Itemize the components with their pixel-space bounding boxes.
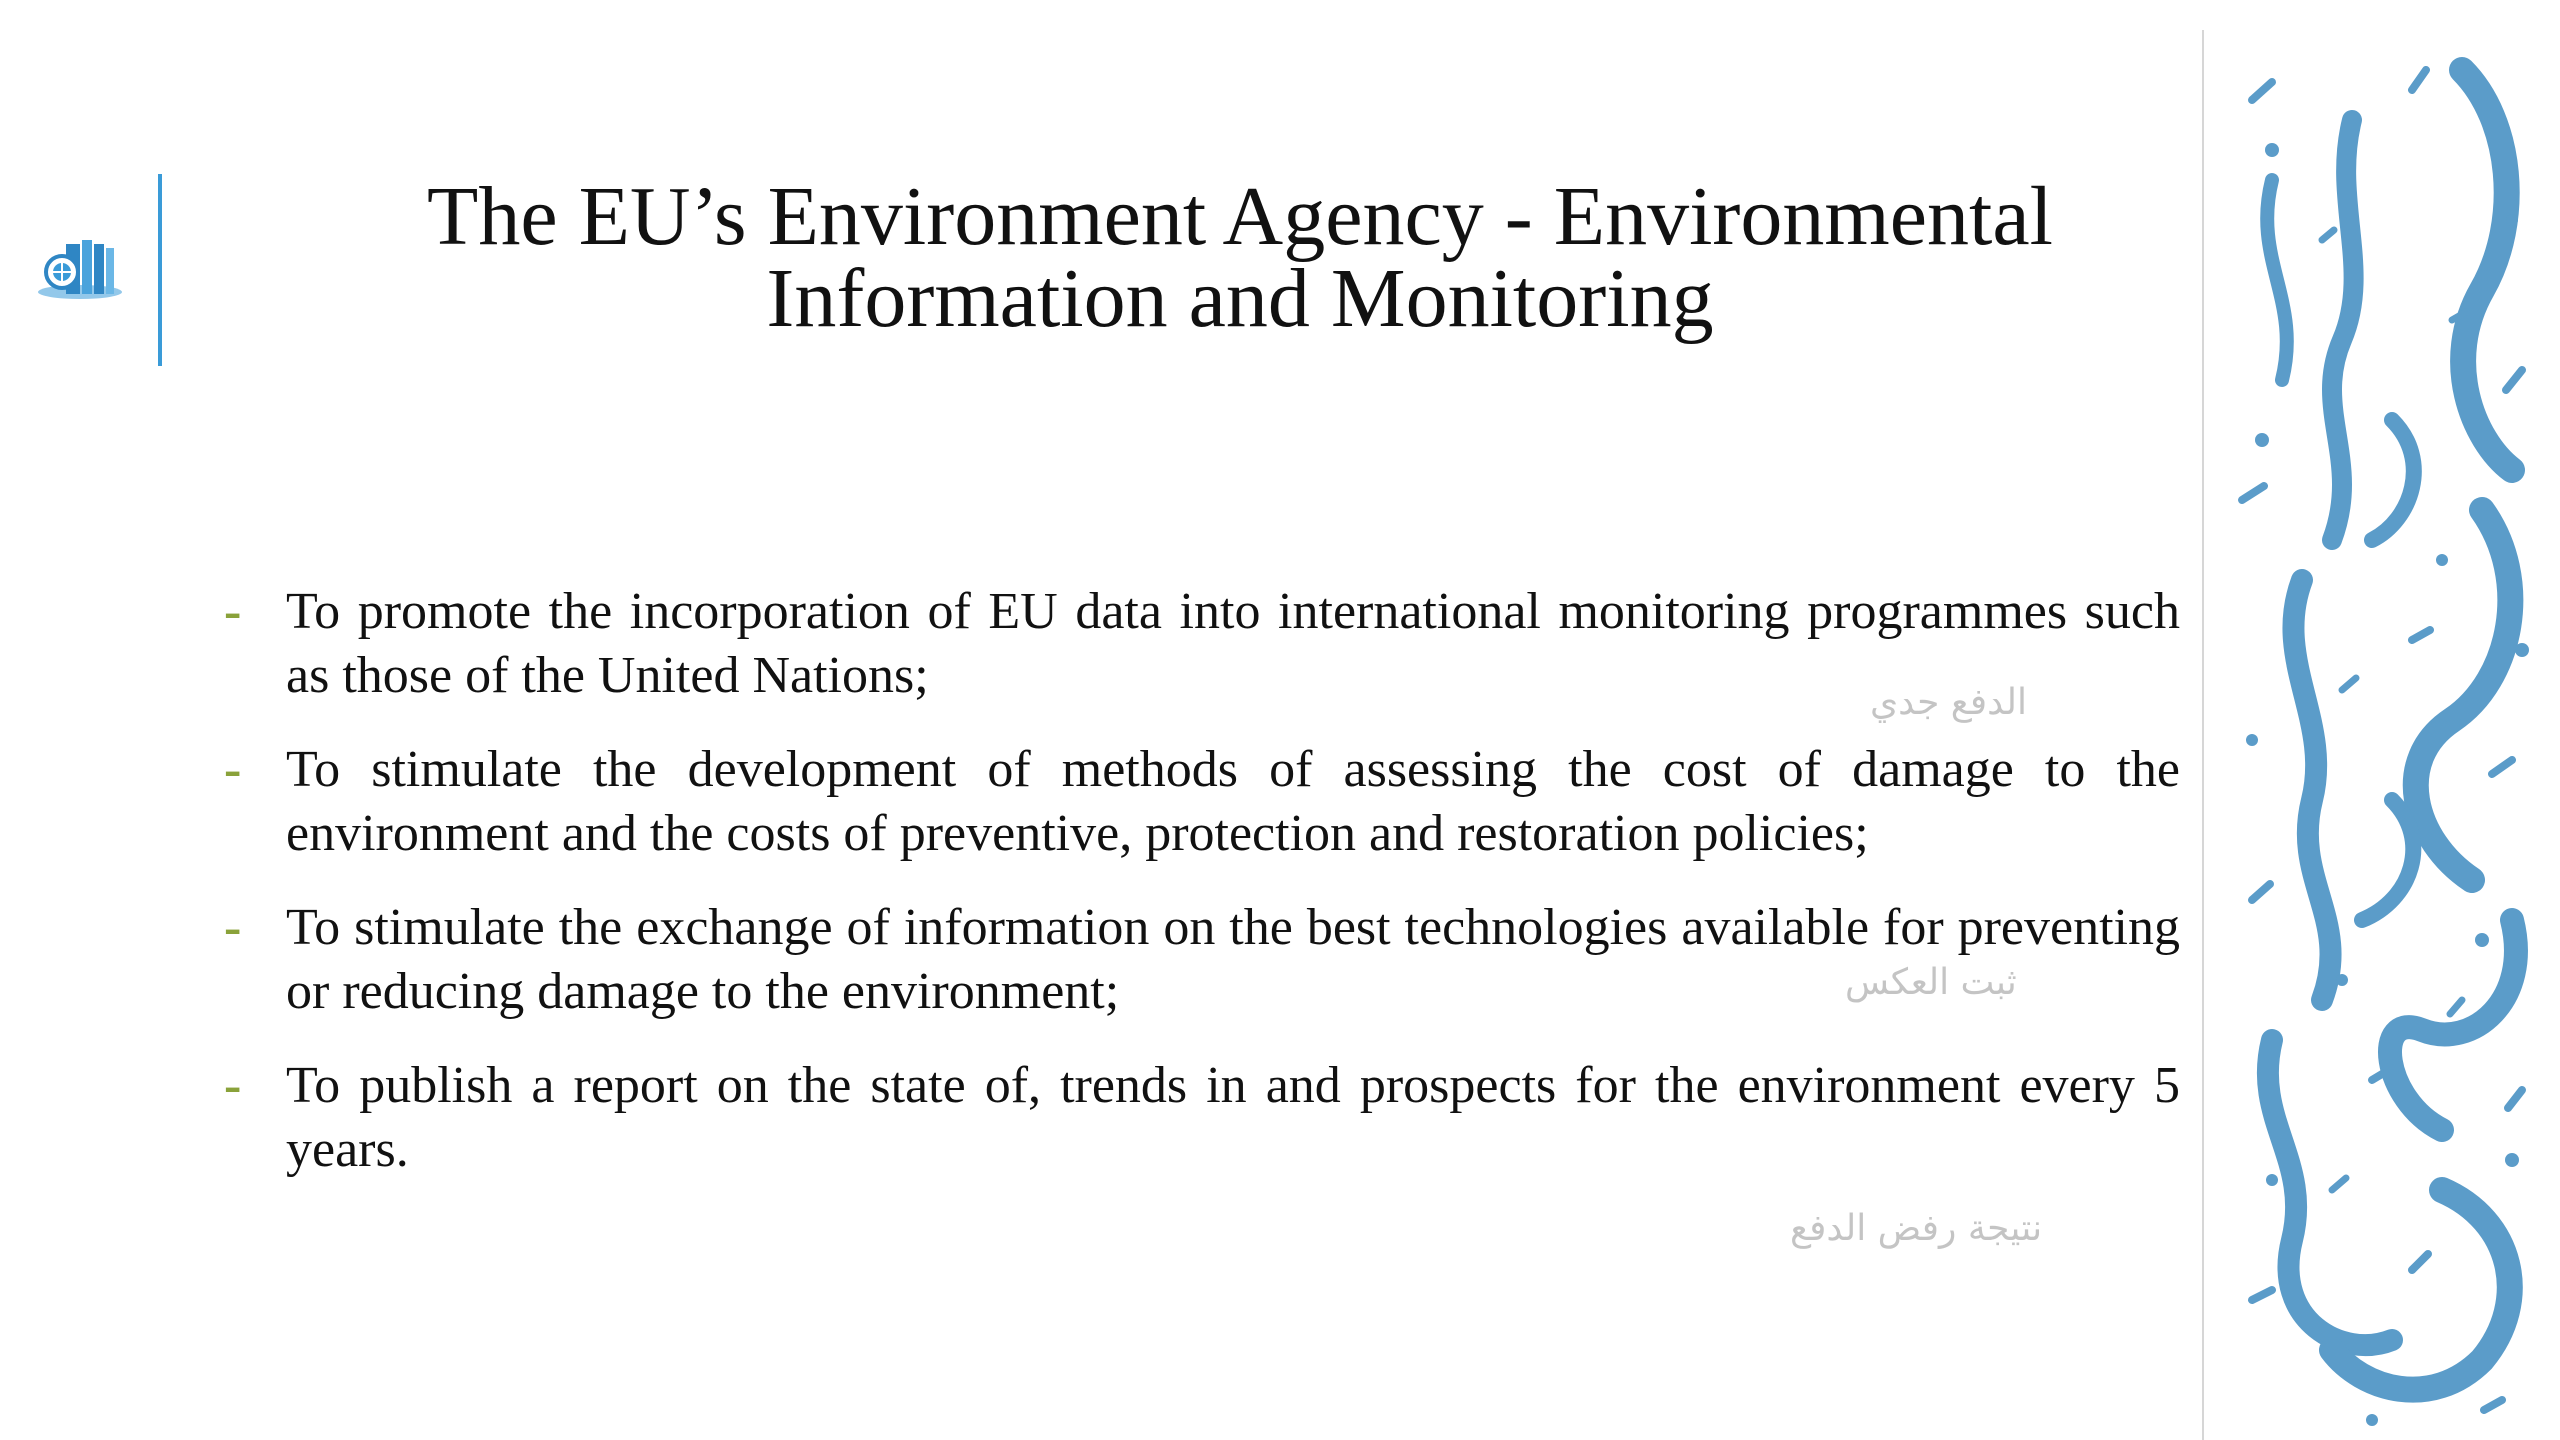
slide-title: The EU’s Environment Agency - Environmental Information and Monitoring bbox=[427, 170, 2053, 345]
list-item bbox=[220, 738, 2180, 866]
institution-logo-icon bbox=[36, 232, 136, 312]
list-item bbox=[220, 1054, 2180, 1182]
bullet-list bbox=[220, 580, 2180, 1212]
watermark-text: الدفع جدي bbox=[1870, 682, 2028, 723]
watermark-text: ثبت العكس bbox=[1845, 962, 2017, 1003]
side-divider bbox=[2202, 30, 2204, 1440]
bullet-marker: - bbox=[224, 741, 242, 798]
bullet-marker: - bbox=[224, 1057, 242, 1114]
bullet-text: To stimulate the development of methods of assessing the cost of damage to the environment and the costs of preventive, protection and restoration policies; bbox=[286, 741, 2180, 862]
list-item bbox=[220, 896, 2180, 1024]
bullet-text: To publish a report on the state of, trends in and prospects for the environment every 5 years. bbox=[286, 1057, 2180, 1178]
logo-divider bbox=[158, 174, 162, 366]
bullet-marker: - bbox=[224, 583, 242, 640]
bullet-text: To stimulate the exchange of information on the best technologies available for preventing or reducing damage to the environment; bbox=[286, 899, 2180, 1020]
bullet-text: To promote the incorporation of EU data into international monitoring programmes such as those of the United Nations; bbox=[286, 583, 2180, 704]
watermark-text: نتيجة رفض الدفع bbox=[1790, 1208, 2043, 1249]
arabic-calligraphy-icon bbox=[2212, 40, 2552, 1430]
bullet-marker: - bbox=[224, 899, 242, 956]
